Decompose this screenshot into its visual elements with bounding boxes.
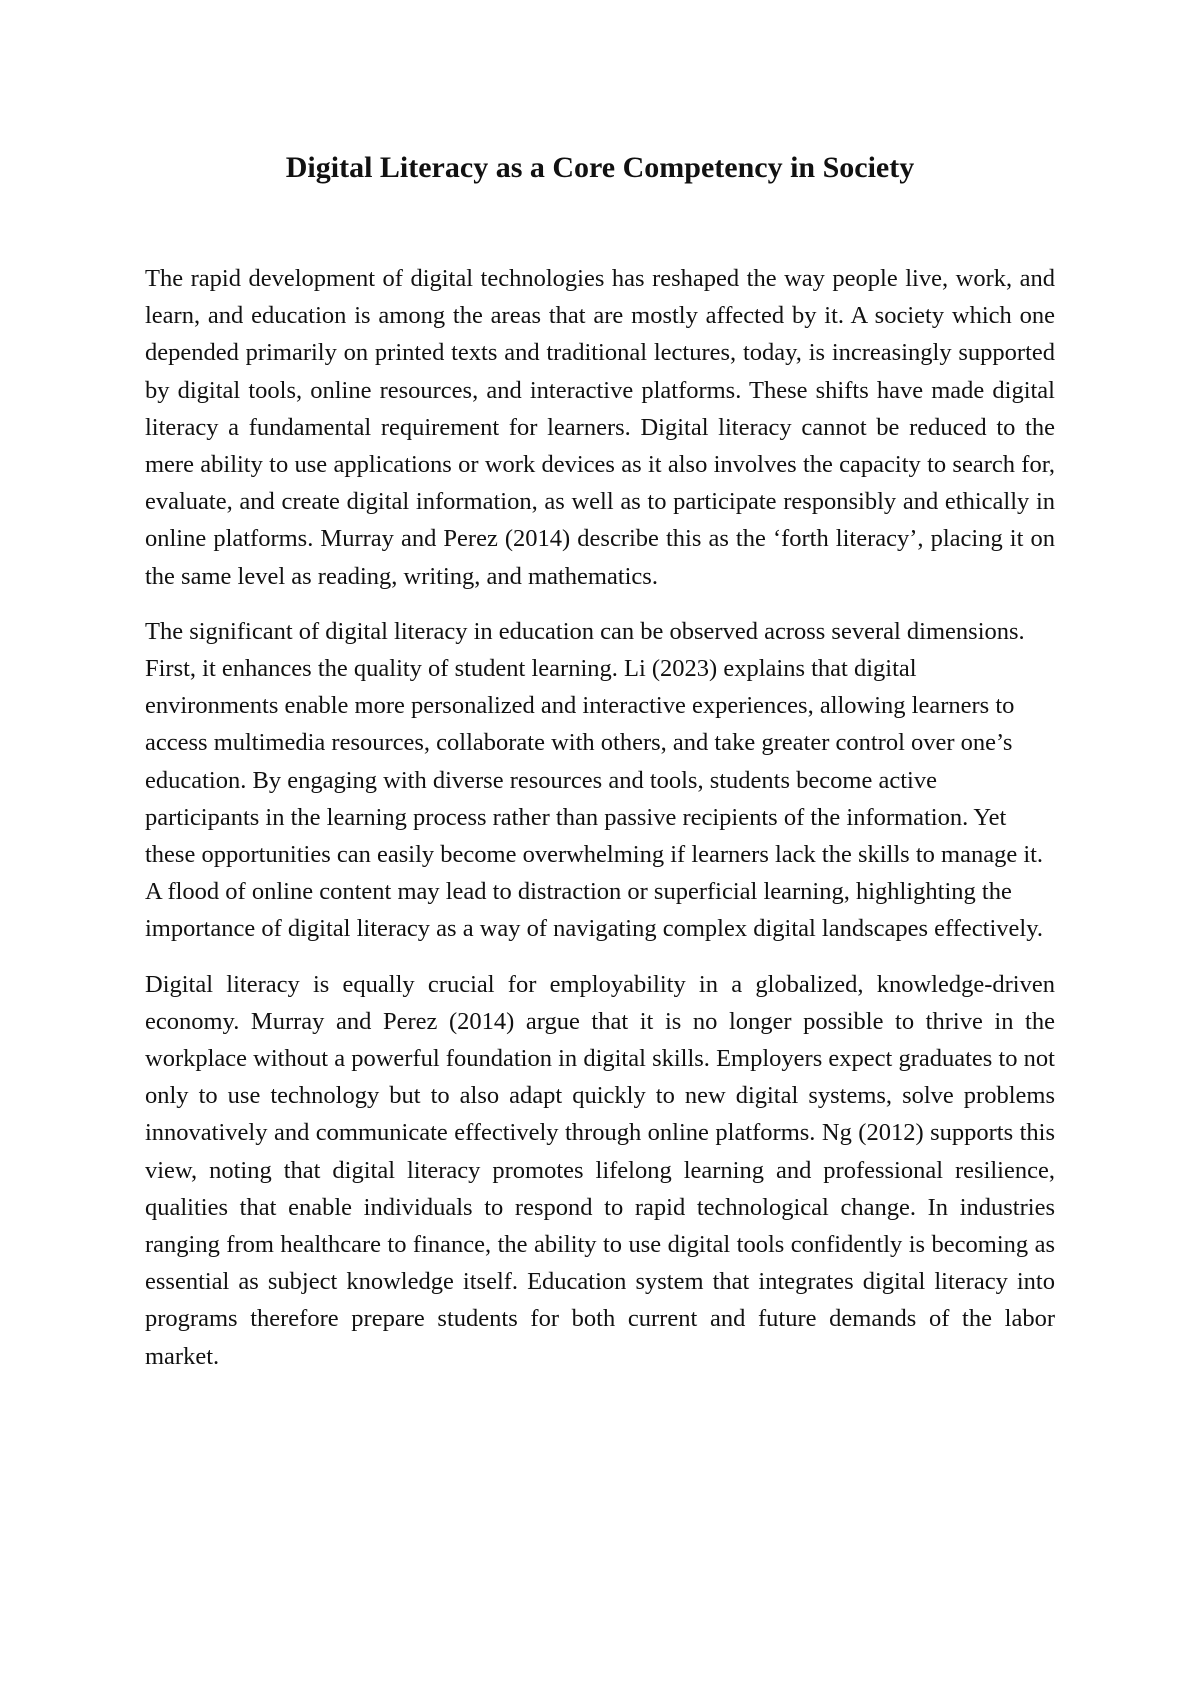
paragraph-intro: The rapid development of digital technologies has reshaped the way people live, work, and learn, and education is among the areas that are mostly affected by it. A society which one depended primarily on printed texts and traditional lectures, today, is increasingly supported by digital tools, online resources, and interactive platforms. These shifts have made digital literacy a fundamental requirement for learners. Digital literacy cannot be reduced to the mere ability to use applications or work devices as it also involves the capacity to search for, evaluate, and create digital information, as well as to participate responsibly and ethically in online platforms. Murray and Perez (2014) describe this as the ‘forth literacy’, placing it on the same level as reading, writing, and mathematics.	[145, 265, 1055, 590]
document-body	[145, 260, 1055, 1393]
document-title: Digital Literacy as a Core Competency in Society	[285, 151, 915, 184]
paragraph-employability: Digital literacy is equally crucial for employability in a globalized, knowledge-driven economy. Murray and Perez (2014) argue that it is no longer possible to thrive in the workplace without a powerful foundation in digital skills. Employers expect graduates to not only to use technology but to also adapt quickly to new digital systems, solve problems innovatively and communicate effectively through online platforms. Ng (2012) supports this view, noting that digital literacy promotes lifelong learning and professional resilience, qualities that enable individuals to respond to rapid technological change. In industries ranging from healthcare to finance, the ability to use digital tools confidently is becoming as essential as subject knowledge itself. Education system that integrates digital literacy into programs therefore prepare students for both current and future demands of the labor market.	[145, 970, 1055, 1370]
paragraph-education: The significant of digital literacy in education can be observed across several dimensions. First, it enhances the quality of student learning. Li (2023) explains that digital environments enable more personalized and interactive experiences, allowing learners to access multimedia resources, collaborate with others, and take greater control over one’s education. By engaging with diverse resources and tools, students become active participants in the learning process rather than passive recipients of the information. Yet these opportunities can easily become overwhelming if learners lack the skills to manage it. A flood of online content may lead to distraction or superficial learning, highlighting the importance of digital literacy as a way of navigating complex digital landscapes effectively.	[145, 617, 1044, 943]
